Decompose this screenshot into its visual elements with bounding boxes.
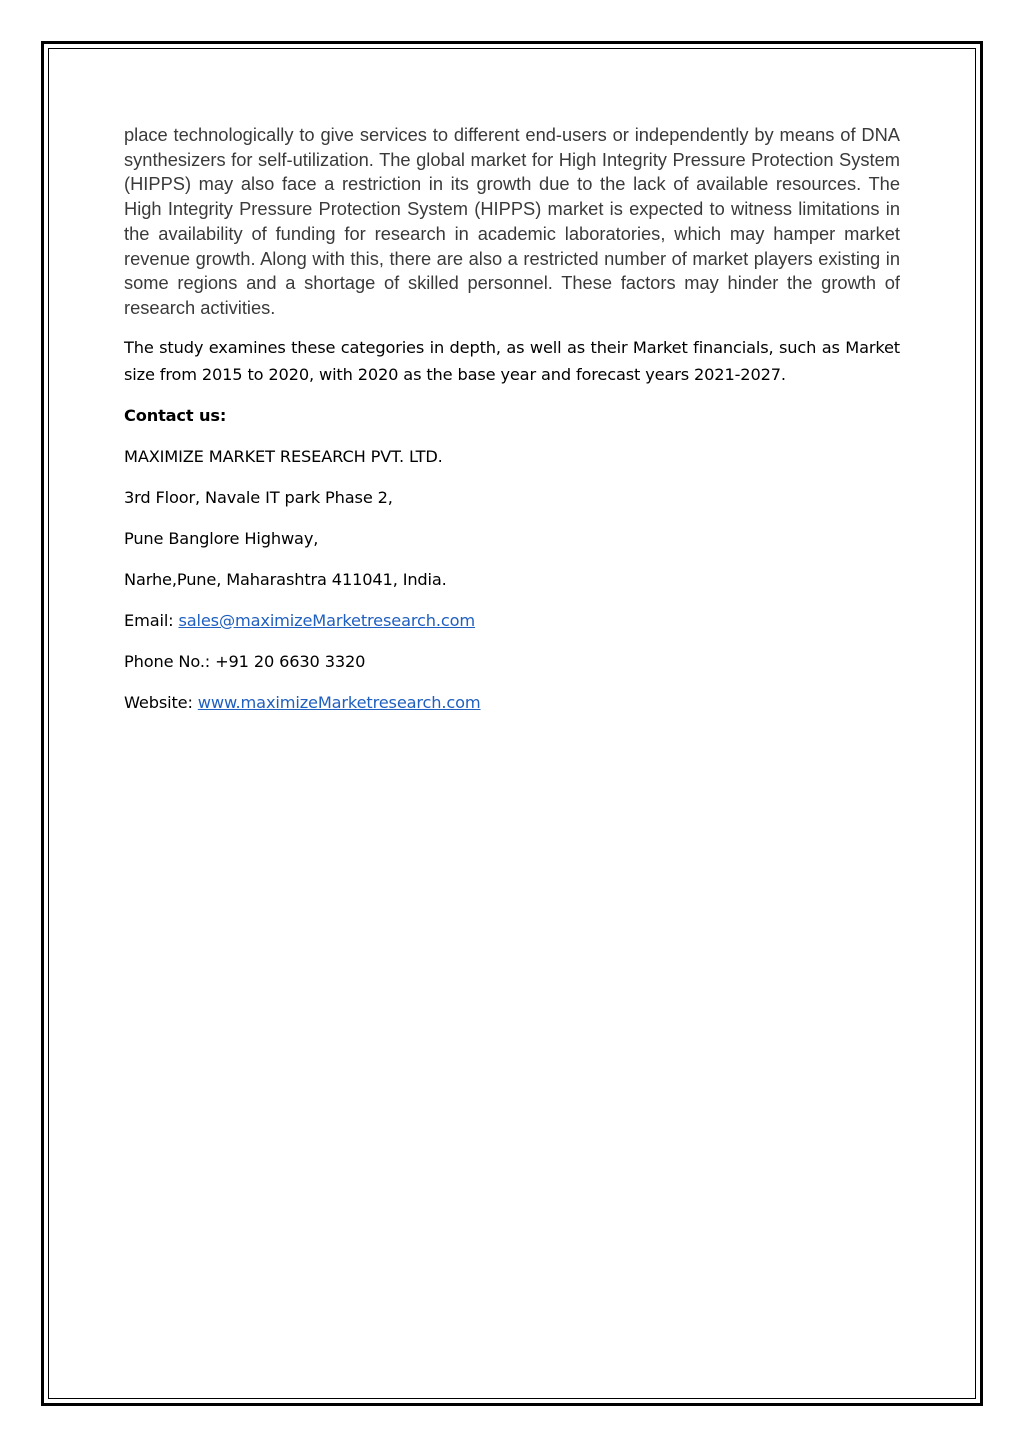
email-link[interactable]: sales@maximizeMarketresearch.com <box>178 610 475 630</box>
email-line <box>124 607 900 634</box>
website-line <box>124 689 900 716</box>
paragraph-study-scope: The study examines these categories in depth, as well as their Market financials, such as Market size from 2015 to 2020, with 2020 as the base year and forecast years 2021-2027. <box>124 337 900 384</box>
contact-heading: Contact us: <box>124 405 227 425</box>
address-line-3: Narhe,Pune, Maharashtra 411041, India. <box>124 569 447 589</box>
paragraph-hipps-restrictions: place technologically to give services to different end-users or independently by means of DNA synthesizers for self-utilization. The global market for High Integrity Pressure Protection System (HIPPS) may also face a restriction in its growth due to the lack of available resources. The High Integrity Pressure Protection System (HIPPS) market is expected to witness limitations in the availability of funding for research in academic laboratories, which may hamper market revenue growth. Along with this, there are also a restricted number of market players existing in some regions and a shortage of skilled personnel. These factors may hinder the growth of research activities. <box>124 124 900 318</box>
address-line-2: Pune Banglore Highway, <box>124 528 319 548</box>
company-name: MAXIMIZE MARKET RESEARCH PVT. LTD. <box>124 446 443 466</box>
website-link[interactable]: www.maximizeMarketresearch.com <box>197 692 481 712</box>
address-line-1: 3rd Floor, Navale IT park Phase 2, <box>124 487 393 507</box>
email-label: Email: <box>124 610 179 630</box>
document-body <box>124 123 900 730</box>
phone-line: Phone No.: +91 20 6630 3320 <box>124 651 366 671</box>
website-label: Website: <box>124 692 198 712</box>
